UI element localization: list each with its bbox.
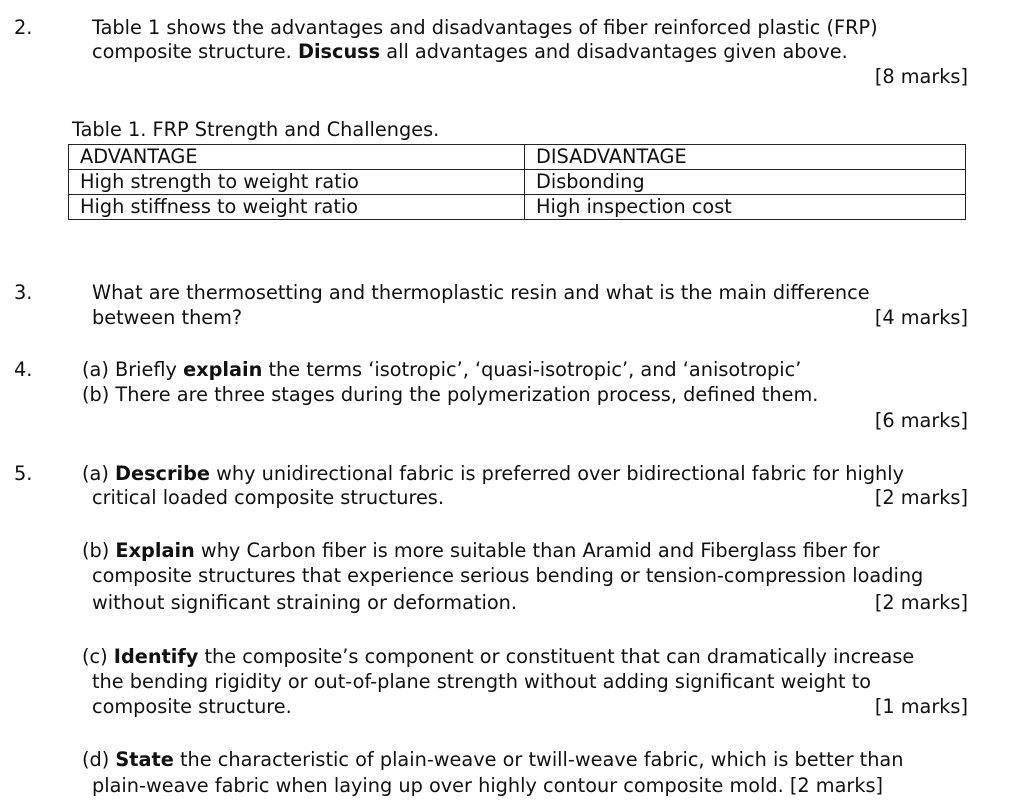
q5c-line: the bending rigidity or out-of-plane strength without adding significant weight to bbox=[92, 670, 872, 693]
question-number: 4. bbox=[14, 358, 33, 381]
marks: [6 marks] bbox=[874, 409, 968, 432]
text: (a) bbox=[82, 462, 115, 485]
bold-keyword: Identify bbox=[113, 645, 199, 668]
table-cell: High stiffness to weight ratio bbox=[69, 195, 525, 220]
marks: [8 marks] bbox=[874, 65, 968, 88]
q3-line: What are thermosetting and thermoplastic resin and what is the main difference bbox=[92, 281, 870, 304]
text: (b) bbox=[82, 539, 116, 562]
bold-keyword: Explain bbox=[115, 539, 195, 562]
frp-table bbox=[68, 144, 966, 220]
q5b-line: without significant straining or deformation. bbox=[92, 591, 517, 614]
bold-keyword: Describe bbox=[115, 462, 210, 485]
table-cell: Disbonding bbox=[525, 170, 966, 195]
q5a-line bbox=[82, 462, 904, 486]
q4a-line bbox=[82, 358, 801, 382]
table-row bbox=[69, 195, 966, 220]
table-caption: Table 1. FRP Strength and Challenges. bbox=[72, 118, 440, 141]
text: all advantages and disadvantages given above. bbox=[380, 40, 848, 63]
q5c-line: composite structure. bbox=[92, 695, 292, 718]
q5d-line bbox=[82, 748, 903, 772]
table-cell: High inspection cost bbox=[525, 195, 966, 220]
q5b-line: composite structures that experience serious bending or tension-compression loading bbox=[92, 564, 924, 587]
text: the characteristic of plain-weave or twill-weave fabric, which is better than bbox=[173, 748, 904, 771]
bold-keyword: Discuss bbox=[297, 40, 381, 63]
question-number: 2. bbox=[14, 16, 33, 39]
q5d-line: plain-weave fabric when laying up over highly contour composite mold. [2 marks] bbox=[92, 774, 884, 797]
text: why Carbon fiber is more suitable than Aramid and Fiberglass fiber for bbox=[194, 539, 880, 562]
text: composite structure. bbox=[92, 40, 298, 63]
bold-keyword: State bbox=[115, 748, 174, 771]
bold-keyword: explain bbox=[183, 358, 263, 381]
text: (d) bbox=[82, 748, 116, 771]
table-header: DISADVANTAGE bbox=[525, 145, 966, 170]
marks: [2 marks] bbox=[874, 591, 968, 614]
q2-line bbox=[92, 40, 848, 64]
q5b-line bbox=[82, 539, 880, 563]
q3-line: between them? bbox=[92, 306, 243, 329]
text: the terms ‘isotropic’, ‘quasi-isotropic’, and ‘anisotropic’ bbox=[262, 358, 802, 381]
text: why unidirectional fabric is preferred over bidirectional fabric for highly bbox=[210, 462, 905, 485]
q4b-line: (b) There are three stages during the polymerization process, defined them. bbox=[82, 383, 819, 406]
q2-line: Table 1 shows the advantages and disadvantages of fiber reinforced plastic (FRP) bbox=[92, 16, 878, 39]
q5a-line: critical loaded composite structures. bbox=[92, 486, 444, 509]
table-cell: High strength to weight ratio bbox=[69, 170, 525, 195]
marks: [4 marks] bbox=[874, 306, 968, 329]
q5c-line bbox=[82, 645, 914, 669]
question-number: 3. bbox=[14, 281, 33, 304]
text: the composite’s component or constituent that can dramatically increase bbox=[198, 645, 915, 668]
marks: [1 marks] bbox=[874, 695, 968, 718]
table-header: ADVANTAGE bbox=[69, 145, 525, 170]
table-header-row bbox=[69, 145, 966, 170]
table-row bbox=[69, 170, 966, 195]
text: (a) Briefly bbox=[82, 358, 184, 381]
marks: [2 marks] bbox=[874, 486, 968, 509]
question-number: 5. bbox=[14, 462, 33, 485]
text: (c) bbox=[82, 645, 114, 668]
